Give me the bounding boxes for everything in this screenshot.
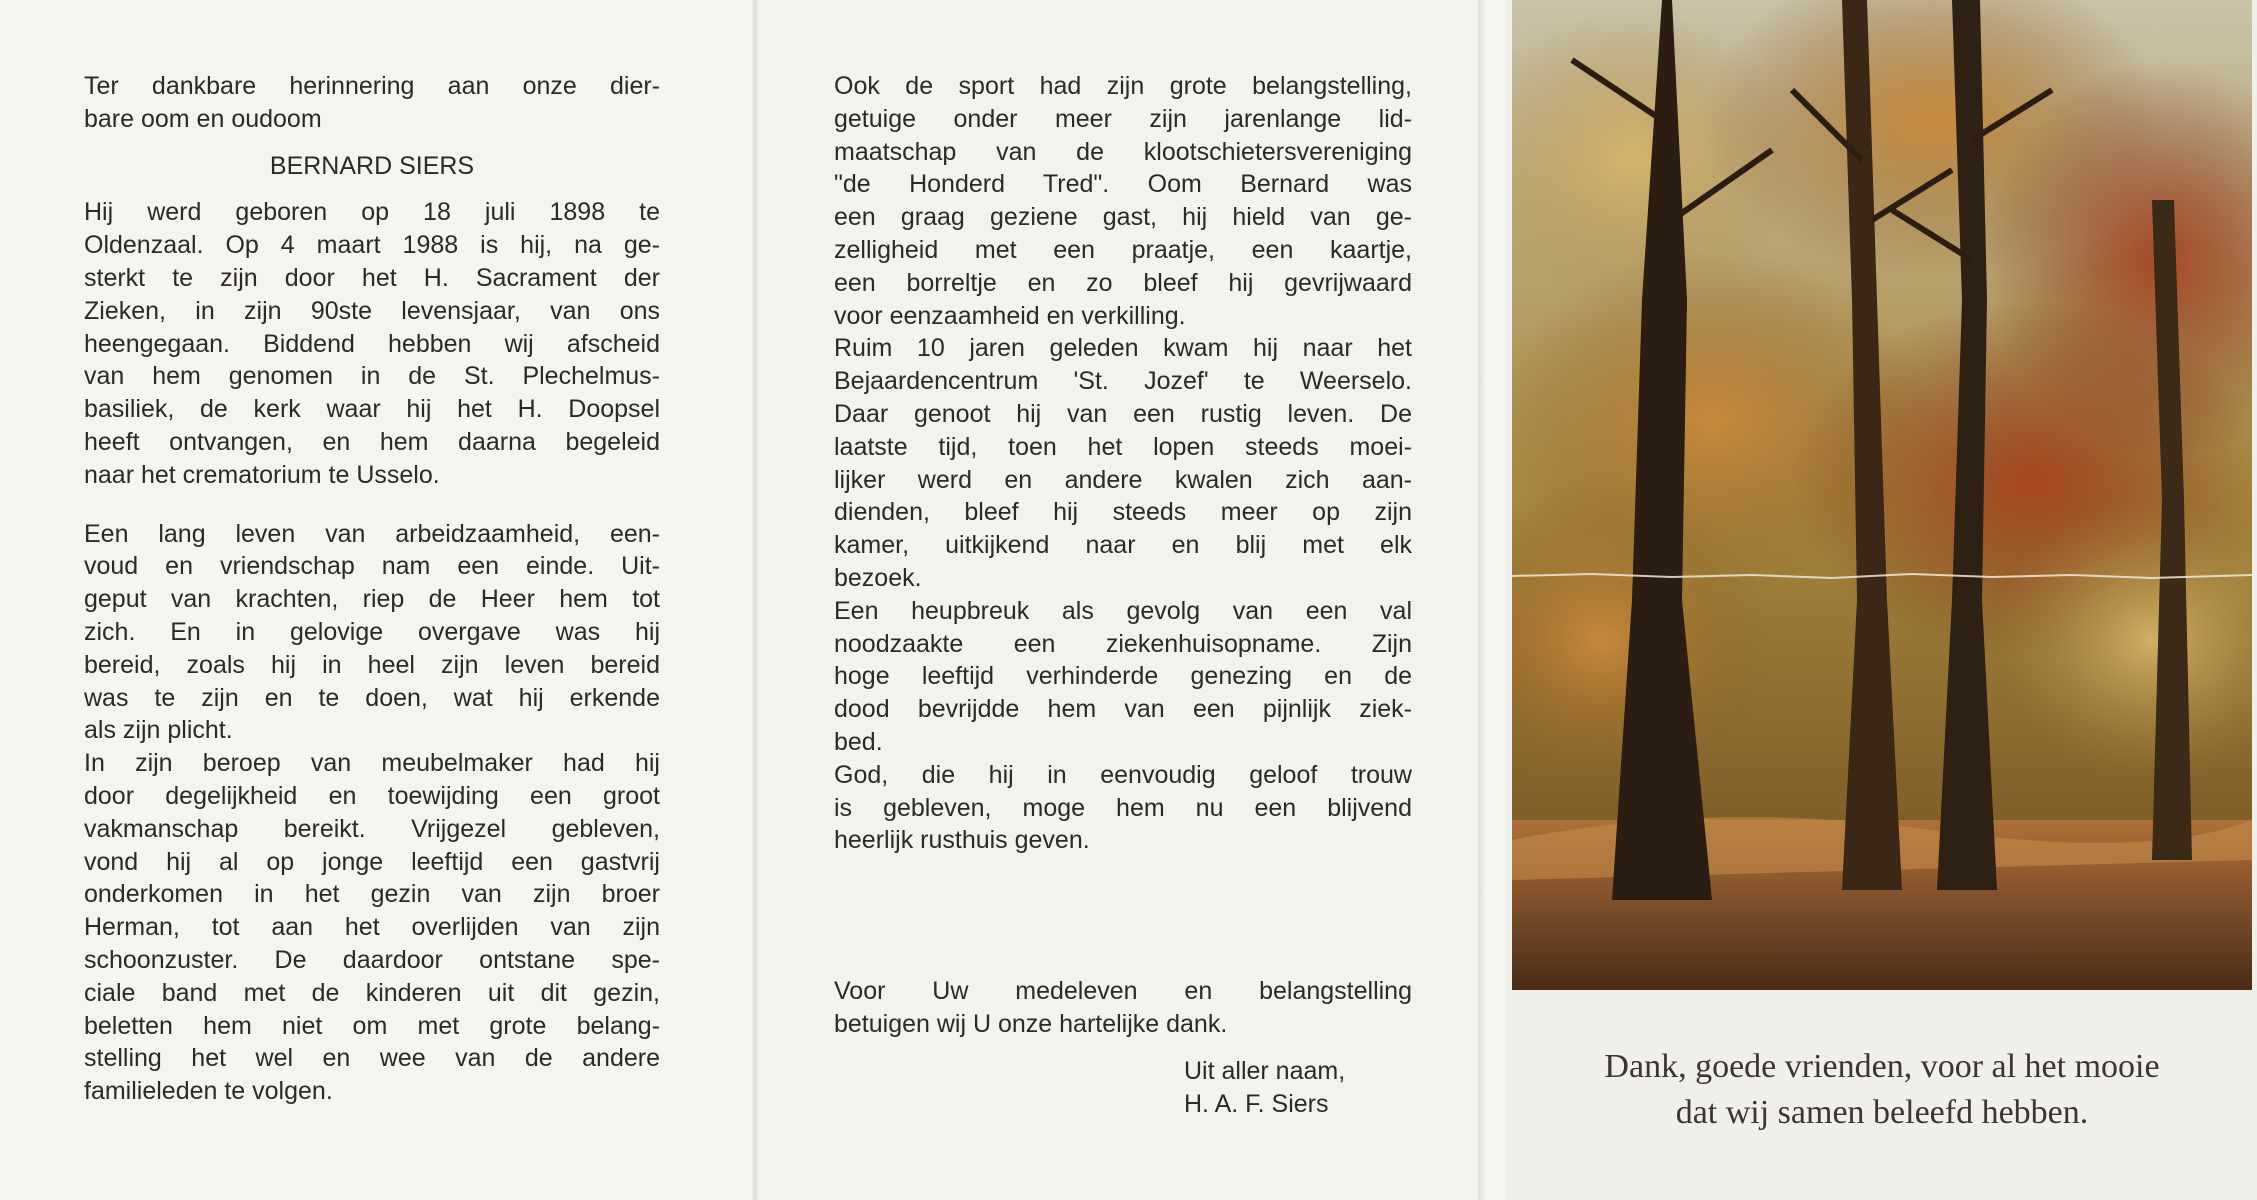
card-fold [752, 0, 758, 1200]
text-line: schoonzuster. De daardoor ontstane spe- [84, 945, 660, 974]
text-line: dood bevrijdde hem van een pijnlijk ziek- [834, 695, 1412, 724]
text-line: als zijn plicht. [84, 716, 233, 745]
text-line: zich. En in gelovige overgave was hij [84, 617, 660, 646]
signature-line: Uit aller naam, [1184, 1056, 1346, 1085]
text-line: naar het crematorium te Usselo. [84, 460, 440, 489]
text-line: betuigen wij U onze hartelijke dank. [834, 1009, 1228, 1038]
text-line: sterkt te zijn door het H. Sacrament der [84, 263, 660, 292]
caption-line: dat wij samen beleefd hebben. [1675, 1094, 2089, 1131]
thanks-note [834, 975, 1412, 1041]
text-line: heeft ontvangen, en hem daarna begeleid [84, 427, 660, 456]
text-line: geput van krachten, riep de Heer hem tot [84, 585, 660, 614]
text-line: voud en vriendschap nam een einde. Uit- [84, 552, 660, 581]
text-line: Herman, tot aan het overlijden van zijn [84, 913, 660, 942]
paragraph-prayer [834, 759, 1412, 857]
text-line: maatschap van de klootschietersvereniging [834, 137, 1412, 166]
intro-line: bare oom en oudoom [84, 104, 322, 133]
text-line: door degelijkheid en toewijding een groot [84, 781, 660, 810]
text-line: getuige onder meer zijn jarenlange lid- [834, 104, 1412, 133]
text-line: kamer, uitkijkend naar en blij met elk [834, 531, 1412, 560]
paragraph-birth [84, 196, 660, 491]
text-line: laatste tijd, toen het lopen steeds moei- [834, 432, 1412, 461]
text-line: Ruim 10 jaren geleden kwam hij naar het [834, 334, 1412, 363]
paragraph-life [84, 518, 660, 748]
card-fold [1478, 0, 1506, 1200]
text-line: "de Honderd Tred". Oom Bernard was [834, 170, 1412, 199]
text-line: Voor Uw medeleven en belangstelling [834, 977, 1412, 1006]
text-line: familieleden te volgen. [84, 1077, 333, 1106]
text-line: Ook de sport had zijn grote belangstelling, [834, 72, 1412, 100]
text-line: Oldenzaal. Op 4 maart 1988 is hij, na ge- [84, 231, 660, 260]
photo-caption [1512, 1044, 2252, 1136]
text-line: een graag geziene gast, hij hield van ge- [834, 203, 1412, 232]
text-line: Hij werd geboren op 18 juli 1898 te [84, 198, 660, 227]
text-line: vakmanschap bereikt. Vrijgezel gebleven, [84, 814, 660, 843]
text-line: heengegaan. Biddend hebben wij afscheid [84, 329, 660, 358]
text-line: heerlijk rusthuis geven. [834, 826, 1090, 855]
middle-text-column [834, 70, 1412, 1120]
paragraph-sport [834, 70, 1412, 332]
text-line: zelligheid met een praatje, een kaartje, [834, 235, 1412, 264]
text-line: was te zijn en te doen, wat hij erkende [84, 683, 660, 712]
text-line: vond hij al op jonge leeftijd een gastvrij [84, 847, 660, 876]
deceased-name: BERNARD SIERS [269, 151, 475, 180]
text-line: voor eenzaamheid en verkilling. [834, 301, 1186, 330]
text-line: stelling het wel en wee van de andere [84, 1044, 660, 1073]
text-line: bed. [834, 727, 883, 756]
text-line: Een lang leven van arbeidzaamheid, een- [84, 519, 660, 548]
text-line: In zijn beroep van meubelmaker had hij [84, 749, 660, 778]
text-line: beletten hem niet om met grote belang- [84, 1011, 660, 1040]
text-line: basiliek, de kerk waar hij het H. Doopsel [84, 395, 660, 424]
paragraph-care-home [834, 332, 1412, 594]
left-text-column [84, 70, 660, 1108]
text-line: God, die hij in eenvoudig geloof trouw [834, 760, 1412, 789]
text-line: bereid, zoals hij in heel zijn leven bereid [84, 650, 660, 679]
text-line: Zieken, in zijn 90ste levensjaar, van ons [84, 296, 660, 325]
paragraph-career [84, 747, 660, 1108]
caption-line: Dank, goede vrienden, voor al het mooie [1604, 1048, 2160, 1085]
text-line: Een heupbreuk als gevolg van een val [834, 596, 1412, 625]
photo-crease [1512, 572, 2252, 580]
text-line: van hem genomen in de St. Plechelmus- [84, 362, 660, 391]
text-line: Bejaardencentrum 'St. Jozef' te Weerselo. [834, 367, 1412, 396]
text-line: bezoek. [834, 563, 922, 592]
text-line: Daar genoot hij van een rustig leven. De [834, 399, 1412, 428]
intro-line: Ter dankbare herinnering aan onze dier- [84, 72, 660, 100]
text-line: een borreltje en zo bleef hij gevrijwaard [834, 268, 1412, 297]
text-line: onderkomen in het gezin van zijn broer [84, 880, 660, 909]
text-line: hoge leeftijd verhinderde genezing en de [834, 662, 1412, 691]
autumn-forest-photo [1512, 0, 2252, 990]
text-line: lijker werd en andere kwalen zich aan- [834, 465, 1412, 494]
paragraph-hospital [834, 595, 1412, 759]
text-line: is gebleven, moge hem nu een blijvend [834, 793, 1412, 822]
text-line: noodzaakte een ziekenhuisopname. Zijn [834, 629, 1412, 658]
signature-block [834, 1055, 1412, 1121]
text-line: ciale band met de kinderen uit dit gezin, [84, 978, 660, 1007]
signature-name: H. A. F. Siers [1184, 1089, 1329, 1118]
text-line: dienden, bleef hij steeds meer op zijn [834, 498, 1412, 527]
